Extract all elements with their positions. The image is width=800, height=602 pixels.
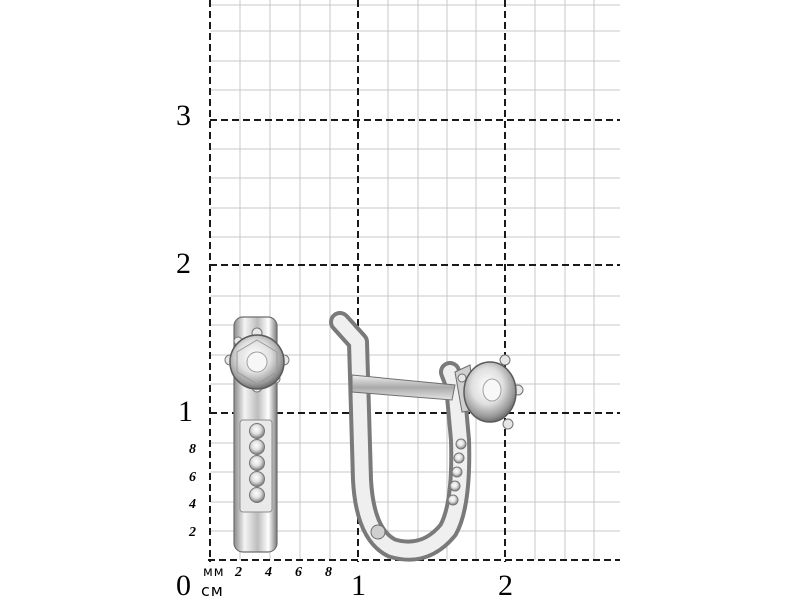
y-label-1: 1 <box>178 395 193 428</box>
earring-side-view <box>340 322 523 551</box>
y-label-2: 2 <box>176 247 191 280</box>
earring-front-view <box>225 317 289 552</box>
mm-label-2-vertical: 2 <box>189 525 196 540</box>
mm-label-2-horizontal: 2 <box>235 565 242 580</box>
mm-label-8-vertical: 8 <box>189 442 196 457</box>
origin-label: 0 <box>176 569 191 602</box>
x-label-2: 2 <box>498 569 513 602</box>
y-label-3: 3 <box>176 99 191 132</box>
mm-label-4-horizontal: 4 <box>265 565 272 580</box>
unit-cm: см <box>201 581 224 600</box>
mm-label-4-vertical: 4 <box>189 497 196 512</box>
mm-label-6-horizontal: 6 <box>295 565 302 580</box>
mm-label-6-vertical: 6 <box>189 470 196 485</box>
unit-mm: мм <box>203 565 225 580</box>
mm-label-8-horizontal: 8 <box>325 565 332 580</box>
x-label-1: 1 <box>351 569 366 602</box>
